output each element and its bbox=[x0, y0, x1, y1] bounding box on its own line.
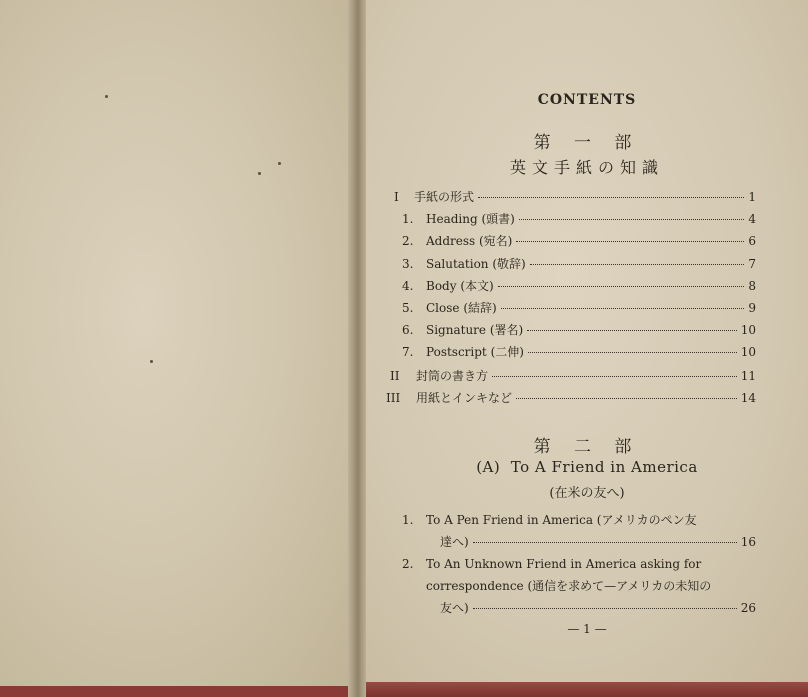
part1-heading: 第 一 部 bbox=[533, 133, 641, 153]
left-page bbox=[0, 0, 358, 690]
toc-page: 7 bbox=[748, 257, 756, 271]
toc-row bbox=[390, 367, 756, 384]
toc-label: Signature (署名) bbox=[426, 323, 524, 337]
cover-edge bbox=[366, 682, 808, 697]
leader-dots bbox=[516, 241, 744, 242]
toc-label-cont: 友へ) bbox=[440, 601, 469, 615]
toc-num: 4. bbox=[402, 279, 414, 293]
toc-row bbox=[402, 321, 756, 338]
page-number: — 1 — bbox=[567, 622, 607, 636]
toc-page: 8 bbox=[748, 279, 756, 293]
toc-page: 11 bbox=[740, 369, 756, 383]
toc-row bbox=[402, 210, 756, 227]
toc-page: 16 bbox=[740, 535, 756, 549]
toc-num: 2. bbox=[402, 234, 414, 248]
toc-label-cont: correspondence (通信を求めて—アメリカの未知の bbox=[426, 579, 712, 593]
leader-dots bbox=[501, 308, 745, 309]
toc-entry bbox=[402, 553, 756, 619]
leader-dots bbox=[519, 219, 745, 220]
toc-label: Body (本文) bbox=[426, 279, 494, 293]
toc-num: 6. bbox=[402, 323, 414, 337]
toc-label: Address (宛名) bbox=[426, 234, 513, 248]
cover-edge bbox=[0, 686, 366, 697]
toc-row bbox=[402, 299, 756, 316]
leader-dots bbox=[492, 376, 737, 377]
toc-label: 封筒の書き方 bbox=[416, 369, 489, 383]
ink-speck bbox=[150, 360, 153, 363]
toc-label-cont: 達へ) bbox=[440, 535, 469, 549]
toc-num: 1. bbox=[402, 212, 414, 226]
toc-row bbox=[402, 232, 756, 249]
toc-row bbox=[402, 343, 756, 360]
toc-num: 7. bbox=[402, 345, 414, 359]
leader-dots bbox=[530, 264, 745, 265]
toc-num: 2. bbox=[402, 557, 414, 571]
toc-row bbox=[394, 188, 756, 205]
toc-page: 4 bbox=[748, 212, 756, 226]
toc-num: I bbox=[394, 190, 399, 204]
leader-dots bbox=[473, 608, 737, 609]
toc-label: Salutation (敬辞) bbox=[426, 257, 526, 271]
page-title: CONTENTS bbox=[537, 92, 637, 108]
toc-label: Close (結辞) bbox=[426, 301, 497, 315]
toc-num: 1. bbox=[402, 513, 414, 527]
leader-dots bbox=[527, 330, 737, 331]
leader-dots bbox=[478, 197, 744, 198]
toc-page: 14 bbox=[740, 391, 756, 405]
toc-label: 手紙の形式 bbox=[414, 190, 475, 204]
toc-entry bbox=[402, 509, 756, 553]
toc-label: To An Unknown Friend in America asking for bbox=[426, 557, 702, 571]
toc-page: 26 bbox=[740, 601, 756, 615]
toc-row bbox=[402, 277, 756, 294]
toc-label: 用紙とインキなど bbox=[416, 391, 513, 405]
toc-label: To A Pen Friend in America (アメリカのペン友 bbox=[426, 513, 697, 527]
leader-dots bbox=[528, 352, 737, 353]
toc-num: III bbox=[386, 391, 401, 405]
part1-subtitle: 英文手紙の知識 bbox=[509, 158, 664, 177]
part2-heading: 第 二 部 bbox=[533, 437, 641, 457]
part2-section-title: (A) To A Friend in America bbox=[476, 458, 698, 476]
leader-dots bbox=[473, 542, 737, 543]
leader-dots bbox=[498, 286, 745, 287]
leader-dots bbox=[516, 398, 737, 399]
ink-speck bbox=[258, 172, 261, 175]
toc-page: 10 bbox=[740, 323, 756, 337]
toc-page: 10 bbox=[740, 345, 756, 359]
toc-page: 6 bbox=[748, 234, 756, 248]
toc-row bbox=[386, 389, 756, 406]
toc-num: 5. bbox=[402, 301, 414, 315]
ink-speck bbox=[105, 95, 108, 98]
toc-row bbox=[402, 255, 756, 272]
toc-label: Postscript (二伸) bbox=[426, 345, 524, 359]
toc-label: Heading (頭書) bbox=[426, 212, 515, 226]
toc-page: 9 bbox=[748, 301, 756, 315]
toc-page: 1 bbox=[748, 190, 756, 204]
ink-speck bbox=[278, 162, 281, 165]
part2-section-subtitle: (在米の友へ) bbox=[549, 486, 625, 501]
toc-num: 3. bbox=[402, 257, 414, 271]
toc-num: II bbox=[390, 369, 400, 383]
contents-page bbox=[366, 0, 808, 682]
